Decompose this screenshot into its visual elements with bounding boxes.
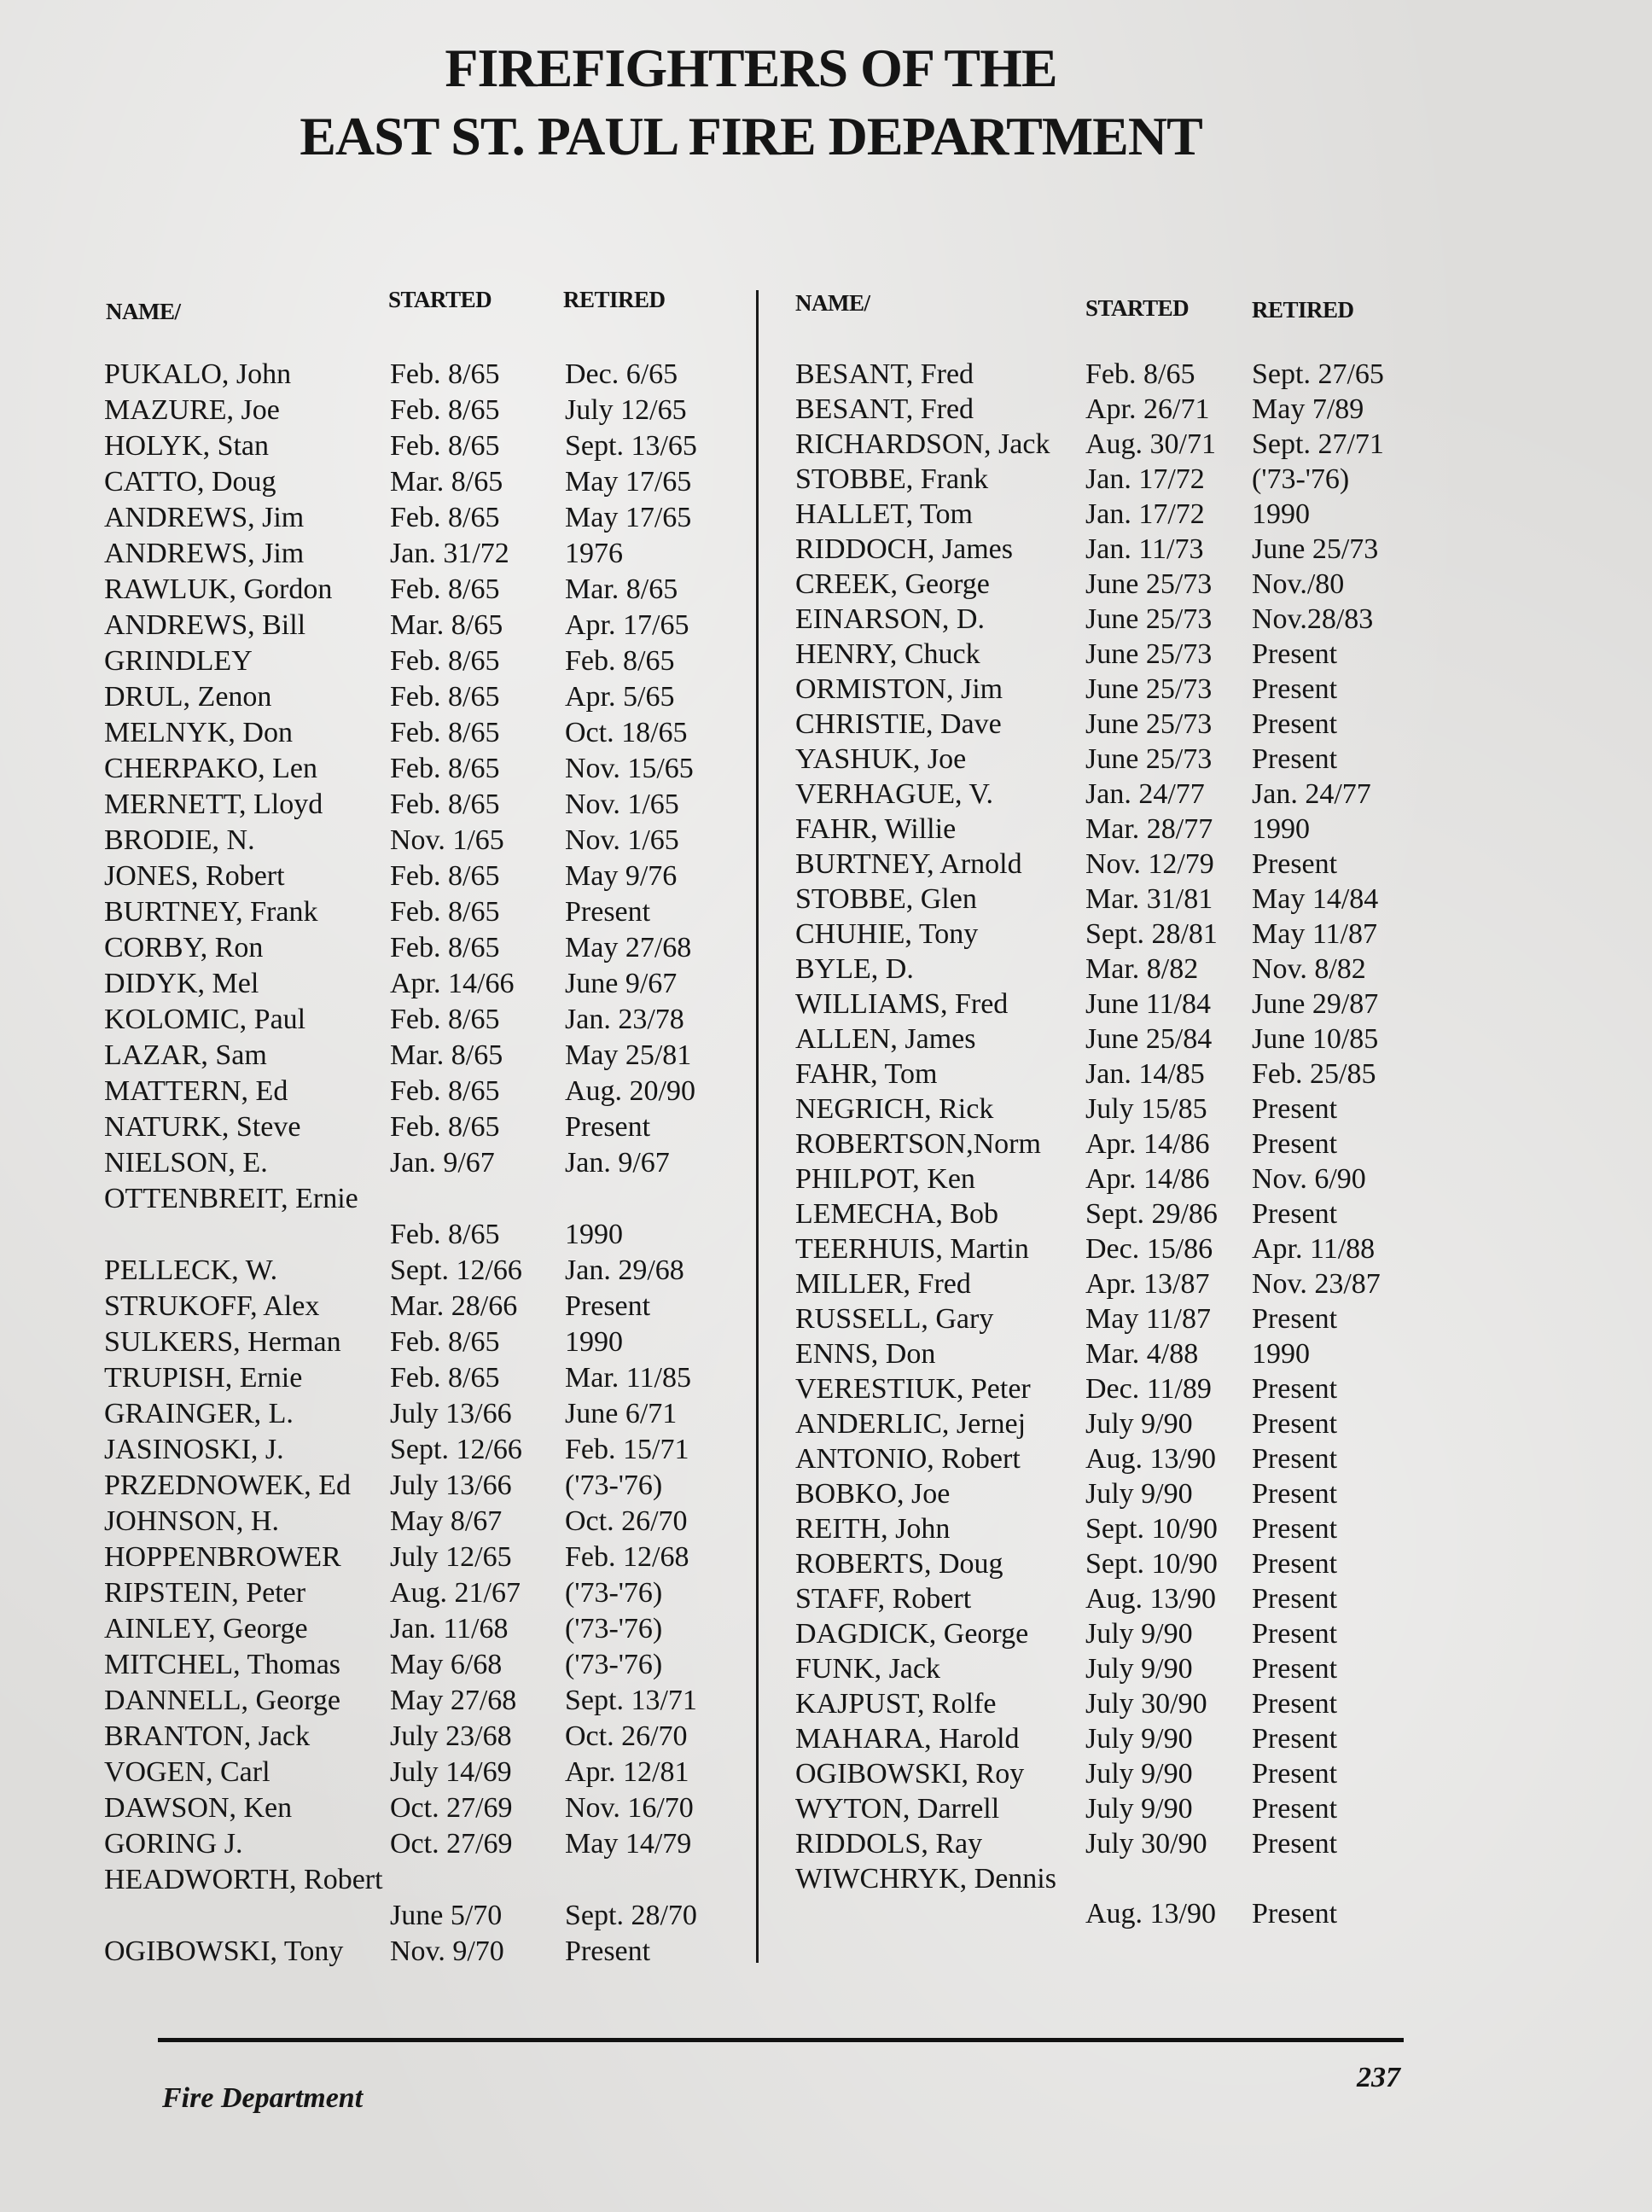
retired-date: Present [1252,1758,1338,1790]
retired-date: Present [1252,1128,1338,1160]
started-date: Dec. 11/89 [1085,1373,1212,1405]
page-number: 237 [1357,2062,1400,2093]
retired-date: Present [1252,848,1338,880]
started-date: June 25/73 [1085,638,1213,670]
firefighter-name: BRANTON, Jack [104,1720,311,1752]
started-date: June 25/73 [1085,673,1213,705]
started-date: Mar. 8/82 [1085,953,1199,985]
started-date: Feb. 8/65 [390,753,500,784]
started-date: Mar. 4/88 [1085,1338,1199,1370]
retired-date: Present [1252,1198,1338,1230]
started-date: Feb. 8/65 [390,1075,500,1107]
firefighter-name: OGIBOWSKI, Roy [795,1758,1025,1790]
firefighter-name: CREEK, George [795,568,990,600]
firefighter-name: DANNELL, George [104,1685,340,1716]
retired-date: July 12/65 [565,394,687,426]
firefighter-name: WILLIAMS, Fred [795,988,1009,1020]
started-date: Jan. 14/85 [1085,1058,1205,1090]
started-date: Apr. 14/86 [1085,1163,1210,1195]
firefighter-name: TEERHUIS, Martin [795,1233,1029,1265]
firefighter-name: STAFF, Robert [795,1583,972,1615]
firefighter-name: MILLER, Fred [795,1268,971,1300]
started-date: Jan. 31/72 [390,538,509,569]
firefighter-name: BESANT, Fred [795,358,974,390]
retired-date: Nov./80 [1252,568,1345,600]
started-date: July 9/90 [1085,1723,1193,1755]
retired-date: Present [1252,1478,1338,1510]
firefighter-name: JASINOSKI, J. [104,1434,284,1465]
retired-date: June 9/67 [565,968,678,999]
firefighter-name: KOLOMIC, Paul [104,1004,306,1035]
firefighter-name: FUNK, Jack [795,1653,940,1685]
retired-date: Apr. 5/65 [565,681,675,713]
retired-date: Nov. 1/65 [565,789,679,820]
retired-date: Nov. 1/65 [565,824,679,856]
retired-date: 1990 [1252,1338,1310,1370]
started-date: Jan. 11/68 [390,1613,509,1644]
retired-date: 1990 [1252,498,1310,530]
firefighter-name: MAZURE, Joe [104,394,280,426]
footer-section-label: Fire Department [162,2082,364,2114]
firefighter-name: ANTONIO, Robert [795,1443,1021,1475]
started-date: June 25/73 [1085,568,1213,600]
started-date: Nov. 1/65 [390,824,504,856]
firefighter-name: DIDYK, Mel [104,968,259,999]
firefighter-name: STOBBE, Glen [795,883,977,915]
firefighter-name: MATTERN, Ed [104,1075,288,1107]
retired-date: Present [1252,638,1338,670]
started-date: July 9/90 [1085,1758,1193,1790]
started-date: Aug. 13/90 [1085,1443,1216,1475]
firefighter-name: VOGEN, Carl [104,1756,270,1788]
retired-date: June 29/87 [1252,988,1379,1020]
retired-date: Present [565,1936,651,1967]
retired-date: May 17/65 [565,466,692,498]
firefighter-name: MERNETT, Lloyd [104,789,323,820]
retired-date: Present [1252,708,1338,740]
firefighter-name: OTTENBREIT, Ernie [104,1183,358,1214]
started-date: June 25/84 [1085,1023,1213,1055]
firefighter-name: HALLET, Tom [795,498,973,530]
firefighter-name: WYTON, Darrell [795,1793,1000,1825]
firefighter-name: YASHUK, Joe [795,743,967,775]
started-date: June 5/70 [390,1900,503,1931]
retired-date: Aug. 20/90 [565,1075,695,1107]
firefighter-name: CHRISTIE, Dave [795,708,1002,740]
started-date: Jan. 11/73 [1085,533,1204,565]
retired-date: Present [1252,1723,1338,1755]
started-date: Sept. 28/81 [1085,918,1218,950]
started-date: Feb. 8/65 [390,1111,500,1143]
started-date: Sept. 29/86 [1085,1198,1218,1230]
retired-date: Nov. 6/90 [1252,1163,1366,1195]
firefighter-name: PELLECK, W. [104,1254,278,1286]
firefighter-name: ANDERLIC, Jernej [795,1408,1027,1440]
firefighter-name: RUSSELL, Gary [795,1303,994,1335]
firefighter-name: AINLEY, George [104,1613,308,1644]
firefighter-name: NATURK, Steve [104,1111,301,1143]
firefighter-name: HEADWORTH, Robert [104,1864,383,1895]
started-date: July 12/65 [390,1541,512,1573]
retired-date: Feb. 12/68 [565,1541,689,1573]
retired-date: Present [1252,1828,1338,1860]
firefighter-name: RIDDOLS, Ray [795,1828,983,1860]
retired-date: Jan. 24/77 [1252,778,1371,810]
firefighter-name: BESANT, Fred [795,393,974,425]
retired-date: ('73-'76) [565,1649,663,1680]
retired-date: May 9/76 [565,860,678,892]
retired-date: Present [1252,673,1338,705]
firefighter-name: DAWSON, Ken [104,1792,293,1824]
retired-date: June 6/71 [565,1398,678,1429]
left-header-retired: RETIRED [563,287,666,312]
started-date: Apr. 14/86 [1085,1128,1210,1160]
retired-date: Present [1252,1093,1338,1125]
started-date: Feb. 8/65 [390,645,500,677]
started-date: Jan. 17/72 [1085,463,1205,495]
firefighter-name: CHUHIE, Tony [795,918,979,950]
started-date: Aug. 21/67 [390,1577,521,1609]
firefighter-name: VERESTIUK, Peter [795,1373,1031,1405]
retired-date: ('73-'76) [565,1577,663,1609]
started-date: Feb. 8/65 [390,789,500,820]
firefighter-name: HENRY, Chuck [795,638,980,670]
retired-date: Oct. 18/65 [565,717,688,748]
retired-date: ('73-'76) [565,1613,663,1644]
started-date: Nov. 12/79 [1085,848,1214,880]
retired-date: 1976 [565,538,623,569]
retired-date: Present [1252,1583,1338,1615]
retired-date: Mar. 11/85 [565,1362,691,1394]
started-date: Mar. 28/66 [390,1290,518,1322]
retired-date: Apr. 17/65 [565,609,689,641]
firefighter-name: VERHAGUE, V. [795,778,994,810]
firefighter-name: ANDREWS, Jim [104,538,305,569]
started-date: Feb. 8/65 [390,1326,500,1358]
started-date: May 8/67 [390,1505,503,1537]
firefighter-name: PHILPOT, Ken [795,1163,975,1195]
firefighter-name: KAJPUST, Rolfe [795,1688,997,1720]
started-date: Aug. 13/90 [1085,1898,1216,1930]
started-date: July 15/85 [1085,1093,1207,1125]
left-header-started: STARTED [388,287,492,312]
firefighter-name: MAHARA, Harold [795,1723,1020,1755]
retired-date: 1990 [565,1326,623,1358]
started-date: July 13/66 [390,1470,512,1501]
started-date: June 25/73 [1085,603,1213,635]
retired-date: Nov. 23/87 [1252,1268,1381,1300]
retired-date: Jan. 9/67 [565,1147,670,1179]
firefighter-name: GORING J. [104,1828,243,1860]
retired-date: Present [565,896,651,928]
retired-date: May 11/87 [1252,918,1378,950]
retired-date: May 25/81 [565,1039,692,1071]
firefighter-name: BRODIE, N. [104,824,255,856]
started-date: July 9/90 [1085,1653,1193,1685]
firefighter-name: HOPPENBROWER [104,1541,341,1573]
started-date: Feb. 8/65 [390,502,500,533]
retired-date: Feb. 15/71 [565,1434,689,1465]
firefighter-name: ORMISTON, Jim [795,673,1003,705]
retired-date: Present [1252,1303,1338,1335]
retired-date: Apr. 11/88 [1252,1233,1376,1265]
retired-date: Nov.28/83 [1252,603,1374,635]
started-date: July 23/68 [390,1720,512,1752]
retired-date: Oct. 26/70 [565,1505,688,1537]
started-date: May 27/68 [390,1685,517,1716]
retired-date: Nov. 15/65 [565,753,694,784]
firefighter-name: STOBBE, Frank [795,463,989,495]
started-date: Mar. 8/65 [390,466,503,498]
retired-date: Present [1252,1898,1338,1930]
firefighter-name: WIWCHRYK, Dennis [795,1863,1056,1895]
firefighter-name: LAZAR, Sam [104,1039,267,1071]
firefighter-name: PUKALO, John [104,358,292,390]
retired-date: May 14/84 [1252,883,1379,915]
retired-date: 1990 [565,1219,623,1250]
firefighter-name: RIDDOCH, James [795,533,1013,565]
started-date: Sept. 10/90 [1085,1548,1218,1580]
started-date: Mar. 8/65 [390,609,503,641]
started-date: Feb. 8/65 [390,573,500,605]
started-date: May 6/68 [390,1649,503,1680]
firefighter-name: MELNYK, Don [104,717,293,748]
started-date: Feb. 8/65 [390,358,500,390]
retired-date: Present [1252,1513,1338,1545]
left-header-name: NAME/ [106,299,181,324]
left-roster-column [104,357,804,1978]
firefighter-name: DRUL, Zenon [104,681,272,713]
retired-date: June 10/85 [1252,1023,1379,1055]
started-date: Jan. 17/72 [1085,498,1205,530]
retired-date: Oct. 26/70 [565,1720,688,1752]
started-date: Oct. 27/69 [390,1828,513,1860]
retired-date: Sept. 27/65 [1252,358,1384,390]
firefighter-name: NEGRICH, Rick [795,1093,994,1125]
retired-date: May 14/79 [565,1828,692,1860]
firefighter-name: GRINDLEY [104,645,253,677]
firefighter-name: OGIBOWSKI, Tony [104,1936,344,1967]
started-date: July 9/90 [1085,1793,1193,1825]
started-date: Jan. 9/67 [390,1147,495,1179]
started-date: July 14/69 [390,1756,512,1788]
firefighter-name: NIELSON, E. [104,1147,268,1179]
started-date: July 9/90 [1085,1618,1193,1650]
started-date: Dec. 15/86 [1085,1233,1213,1265]
firefighter-name: JOHNSON, H. [104,1505,279,1537]
started-date: Sept. 10/90 [1085,1513,1218,1545]
firefighter-name: HOLYK, Stan [104,430,270,462]
retired-date: Nov. 16/70 [565,1792,694,1824]
retired-date: May 17/65 [565,502,692,533]
started-date: Mar. 31/81 [1085,883,1213,915]
retired-date: Nov. 8/82 [1252,953,1366,985]
retired-date: Jan. 23/78 [565,1004,684,1035]
retired-date: Sept. 13/71 [565,1685,697,1716]
retired-date: ('73-'76) [1252,463,1350,495]
started-date: Sept. 12/66 [390,1254,522,1286]
right-header-name: NAME/ [795,290,870,316]
started-date: Apr. 13/87 [1085,1268,1210,1300]
retired-date: Sept. 27/71 [1252,428,1384,460]
started-date: Apr. 26/71 [1085,393,1210,425]
started-date: July 13/66 [390,1398,512,1429]
firefighter-name: ENNS, Don [795,1338,936,1370]
retired-date: Present [565,1290,651,1322]
retired-date: Feb. 25/85 [1252,1058,1376,1090]
retired-date: Present [1252,1688,1338,1720]
firefighter-name: BURTNEY, Arnold [795,848,1022,880]
retired-date: ('73-'76) [565,1470,663,1501]
firefighter-name: CHERPAKO, Len [104,753,317,784]
firefighter-name: RICHARDSON, Jack [795,428,1050,460]
retired-date: Dec. 6/65 [565,358,678,390]
started-date: Feb. 8/65 [390,681,500,713]
retired-date: May 27/68 [565,932,692,963]
started-date: Feb. 8/65 [390,394,500,426]
started-date: July 30/90 [1085,1828,1207,1860]
retired-date: Sept. 13/65 [565,430,697,462]
started-date: Apr. 14/66 [390,968,515,999]
retired-date: Present [1252,1618,1338,1650]
retired-date: Present [1252,1793,1338,1825]
firefighter-name: BURTNEY, Frank [104,896,318,928]
started-date: Feb. 8/65 [390,430,500,462]
retired-date: Sept. 28/70 [565,1900,697,1931]
right-header-retired: RETIRED [1252,297,1354,323]
firefighter-name: RIPSTEIN, Peter [104,1577,306,1609]
started-date: Mar. 28/77 [1085,813,1213,845]
started-date: Mar. 8/65 [390,1039,503,1071]
right-roster-column [795,357,1495,1978]
firefighter-name: JONES, Robert [104,860,285,892]
retired-date: Present [1252,1653,1338,1685]
firefighter-name: CATTO, Doug [104,466,276,498]
firefighter-name: ANDREWS, Jim [104,502,305,533]
firefighter-name: FAHR, Willie [795,813,957,845]
retired-date: Mar. 8/65 [565,573,678,605]
page-title-line-2: EAST ST. PAUL FIRE DEPARTMENT [300,106,1202,166]
started-date: May 11/87 [1085,1303,1212,1335]
retired-date: Feb. 8/65 [565,645,675,677]
firefighter-name: ANDREWS, Bill [104,609,306,641]
retired-date: Present [1252,1408,1338,1440]
retired-date: Present [1252,1548,1338,1580]
retired-date: Present [565,1111,651,1143]
started-date: Feb. 8/65 [390,860,500,892]
firefighter-name: CORBY, Ron [104,932,264,963]
started-date: Aug. 30/71 [1085,428,1216,460]
retired-date: Present [1252,1373,1338,1405]
retired-date: Apr. 12/81 [565,1756,689,1788]
retired-date: Jan. 29/68 [565,1254,684,1286]
footer-rule [158,2038,1404,2042]
started-date: Oct. 27/69 [390,1792,513,1824]
page-title-line-1: FIREFIGHTERS OF THE [445,38,1057,98]
firefighter-name: REITH, John [795,1513,951,1545]
started-date: June 25/73 [1085,708,1213,740]
retired-date: Present [1252,1443,1338,1475]
started-date: June 25/73 [1085,743,1213,775]
started-date: Feb. 8/65 [1085,358,1195,390]
firefighter-name: TRUPISH, Ernie [104,1362,303,1394]
firefighter-name: ROBERTS, Doug [795,1548,1003,1580]
firefighter-name: PRZEDNOWEK, Ed [104,1470,351,1501]
started-date: Feb. 8/65 [390,1004,500,1035]
started-date: Sept. 12/66 [390,1434,522,1465]
started-date: Feb. 8/65 [390,717,500,748]
firefighter-name: STRUKOFF, Alex [104,1290,320,1322]
firefighter-name: BYLE, D. [795,953,914,985]
started-date: Feb. 8/65 [390,932,500,963]
started-date: Feb. 8/65 [390,1362,500,1394]
firefighter-name: LEMECHA, Bob [795,1198,998,1230]
started-date: Feb. 8/65 [390,896,500,928]
right-header-started: STARTED [1085,295,1190,321]
retired-date: 1990 [1252,813,1310,845]
firefighter-name: GRAINGER, L. [104,1398,294,1429]
started-date: July 9/90 [1085,1478,1193,1510]
started-date: June 11/84 [1085,988,1212,1020]
started-date: July 30/90 [1085,1688,1207,1720]
firefighter-name: SULKERS, Herman [104,1326,341,1358]
firefighter-name: ALLEN, James [795,1023,976,1055]
started-date: Feb. 8/65 [390,1219,500,1250]
firefighter-name: FAHR, Tom [795,1058,938,1090]
firefighter-name: DAGDICK, George [795,1618,1029,1650]
retired-date: June 25/73 [1252,533,1379,565]
firefighter-name: BOBKO, Joe [795,1478,951,1510]
started-date: Aug. 13/90 [1085,1583,1216,1615]
retired-date: Present [1252,743,1338,775]
started-date: July 9/90 [1085,1408,1193,1440]
firefighter-name: ROBERTSON,Norm [795,1128,1041,1160]
started-date: Nov. 9/70 [390,1936,504,1967]
firefighter-name: EINARSON, D. [795,603,985,635]
retired-date: May 7/89 [1252,393,1364,425]
started-date: Jan. 24/77 [1085,778,1205,810]
firefighter-name: MITCHEL, Thomas [104,1649,341,1680]
firefighter-name: RAWLUK, Gordon [104,573,333,605]
